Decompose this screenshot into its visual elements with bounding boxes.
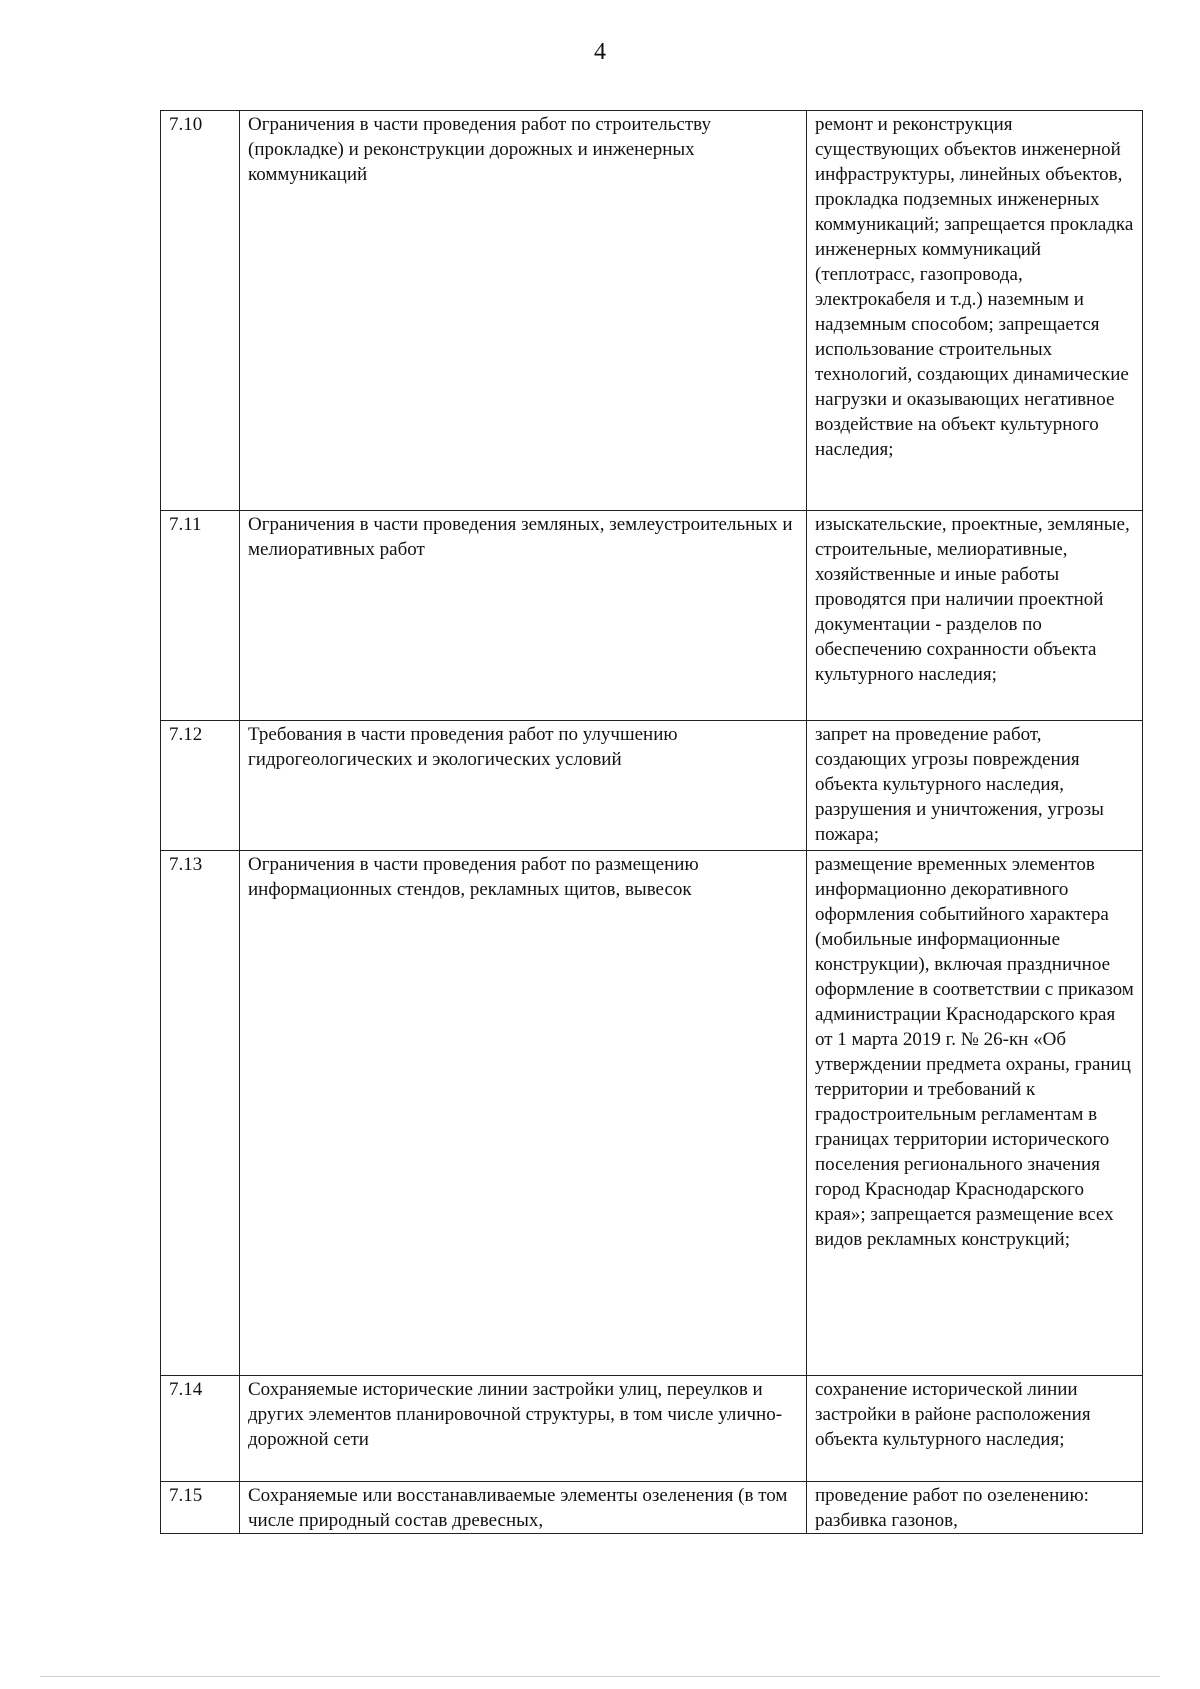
table-row [161, 1376, 1143, 1482]
row-requirement: сохранение исторической линии застройки в районе расположения объекта культурного наследия; [807, 1376, 1143, 1482]
row-number: 7.11 [161, 511, 240, 721]
row-number: 7.10 [161, 111, 240, 511]
table-row [161, 721, 1143, 851]
table-row [161, 511, 1143, 721]
page-number: 4 [594, 39, 606, 65]
row-title: Требования в части проведения работ по улучшению гидрогеологических и экологических условий [240, 721, 807, 851]
table-row [161, 111, 1143, 511]
row-number: 7.12 [161, 721, 240, 851]
row-requirement: размещение временных элементов информационно декоративного оформления событийного характера (мобильные информационные конструкции), включая праздничное оформление в соответствии с приказом администрации Краснодарского края от 1 марта 2019 г. № 26-кн «Об утверждении предмета охраны, границ территории и требований к градостроительным регламентам в границах территории исторического поселения регионального значения город Краснодар Краснодарского края»; запрещается размещение всех видов рекламных конструкций; [807, 851, 1143, 1376]
row-title: Ограничения в части проведения работ по размещению информационных стендов, рекламных щитов, вывесок [240, 851, 807, 1376]
row-requirement: запрет на проведение работ, создающих угрозы повреждения объекта культурного наследия, разрушения и уничтожения, угрозы пожара; [807, 721, 1143, 851]
row-number: 7.14 [161, 1376, 240, 1482]
row-title: Ограничения в части проведения земляных, землеустроительных и мелиоративных работ [240, 511, 807, 721]
row-title: Сохраняемые исторические линии застройки улиц, переулков и других элементов планировочной структуры, в том числе улично-дорожной сети [240, 1376, 807, 1482]
requirements-table [160, 110, 1143, 1534]
row-number: 7.15 [161, 1482, 240, 1534]
table-row [161, 1482, 1143, 1534]
row-requirement: изыскательские, проектные, земляные, строительные, мелиоративные, хозяйственные и иные работы проводятся при наличии проектной документации - разделов по обеспечению сохранности объекта культурного наследия; [807, 511, 1143, 721]
scan-edge-line [40, 1676, 1160, 1677]
row-number: 7.13 [161, 851, 240, 1376]
table-row [161, 851, 1143, 1376]
row-requirement: ремонт и реконструкция существующих объектов инженерной инфраструктуры, линейных объектов, прокладка подземных инженерных коммуникаций; запрещается прокладка инженерных коммуникаций (теплотрасс, газопровода, электрокабеля и т.д.) наземным и надземным способом; запрещается использование строительных технологий, создающих динамические нагрузки и оказывающих негативное воздействие на объект культурного наследия; [807, 111, 1143, 511]
row-title: Ограничения в части проведения работ по строительству (прокладке) и реконструкции дорожных и инженерных коммуникаций [240, 111, 807, 511]
row-requirement: проведение работ по озеленению: разбивка газонов, [807, 1482, 1143, 1534]
row-title: Сохраняемые или восстанавливаемые элементы озеленения (в том числе природный состав древесных, [240, 1482, 807, 1534]
